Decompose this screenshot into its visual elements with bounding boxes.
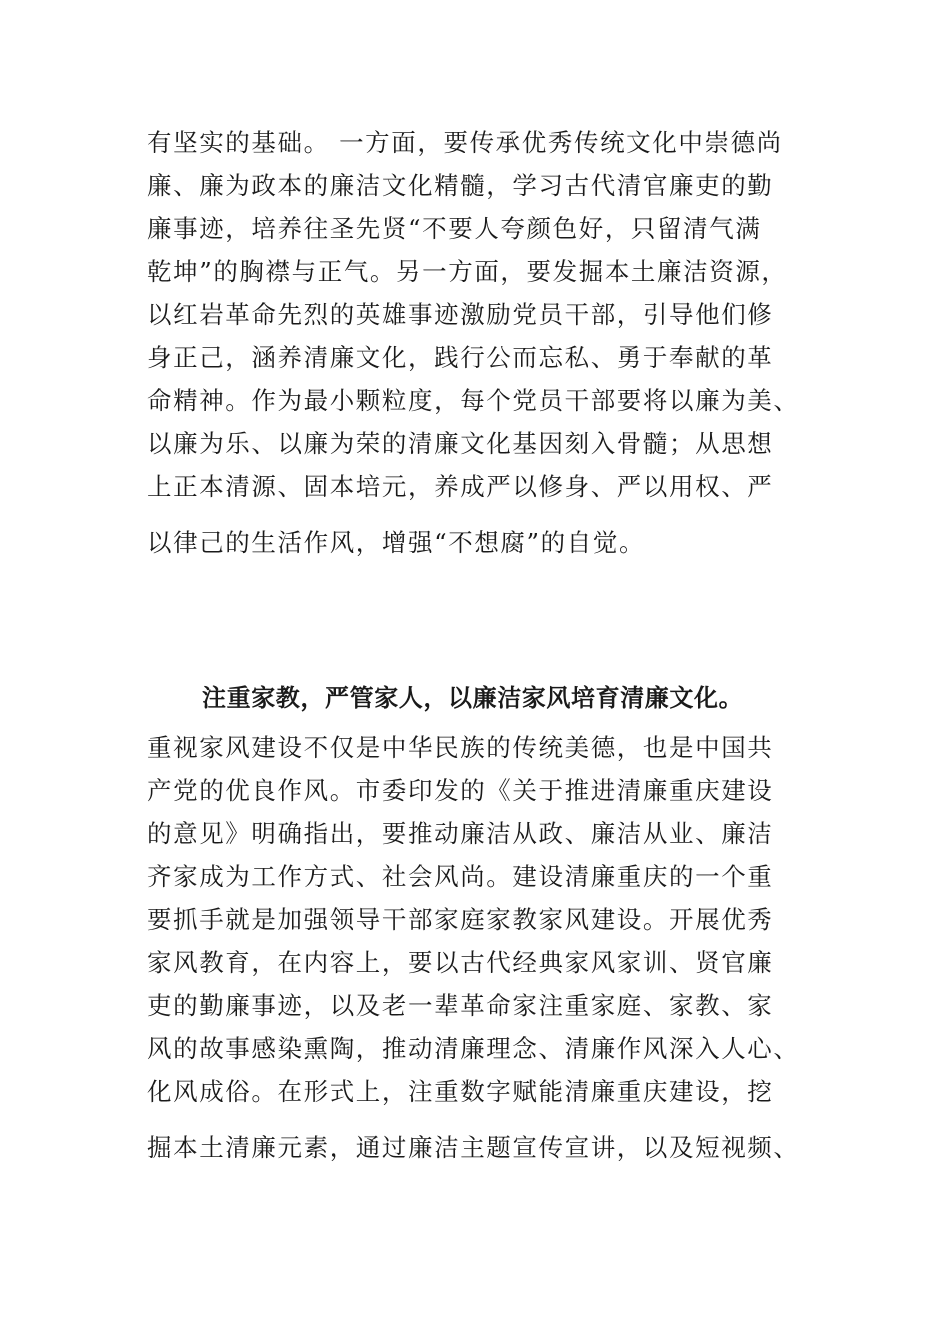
paragraph2-line: 齐家成为工作方式、社会风尚。建设清廉重庆的一个重: [147, 862, 774, 891]
paragraph1-line: 以律己的生活作风，增强“不想腐”的自觉。: [147, 528, 646, 557]
paragraph1-line: 以廉为乐、以廉为荣的清廉文化基因刻入骨髓；从思想: [147, 429, 774, 458]
paragraph2-line: 要抓手就是加强领导干部家庭家教家风建设。开展优秀: [147, 905, 774, 934]
paragraph1-line: 以红岩革命先烈的英雄事迹激励党员干部，引导他们修: [147, 300, 774, 329]
paragraph2-line: 化风成俗。在形式上，注重数字赋能清廉重庆建设，挖: [147, 1077, 774, 1106]
paragraph2-line: 吏的勤廉事迹，以及老一辈革命家注重家庭、家教、家: [147, 991, 774, 1020]
paragraph1-line: 上正本清源、固本培元，养成严以修身、严以用权、严: [147, 472, 774, 501]
paragraph1-line: 乾坤”的胸襟与正气。另一方面，要发掘本土廉洁资源，: [147, 257, 788, 286]
paragraph1-line: 廉事迹，培养往圣先贤“不要人夸颜色好，只留清气满: [147, 214, 762, 243]
paragraph1-line: 身正己，涵养清廉文化，践行公而忘私、勇于奉献的革: [147, 343, 774, 372]
paragraph2-line: 风的故事感染熏陶，推动清廉理念、清廉作风深入人心、: [147, 1034, 800, 1063]
paragraph2-line: 家风教育，在内容上，要以古代经典家风家训、贤官廉: [147, 948, 774, 977]
paragraph2-line: 掘本土清廉元素，通过廉洁主题宣传宣讲，以及短视频、: [147, 1133, 800, 1162]
paragraph1-line: 有坚实的基础。 一方面，要传承优秀传统文化中崇德尚: [147, 128, 783, 157]
paragraph2-line: 重视家风建设不仅是中华民族的传统美德，也是中国共: [147, 733, 774, 762]
paragraph1-line: 廉、廉为政本的廉洁文化精髓，学习古代清官廉吏的勤: [147, 171, 774, 200]
paragraph1-line: 命精神。作为最小颗粒度，每个党员干部要将以廉为美、: [147, 386, 800, 415]
section-heading: 注重家教，严管家人，以廉洁家风培育清廉文化。: [202, 684, 744, 712]
paragraph2-line: 产党的优良作风。市委印发的《关于推进清廉重庆建设: [147, 776, 774, 805]
paragraph2-line: 的意见》明确指出，要推动廉洁从政、廉洁从业、廉洁: [147, 819, 774, 848]
